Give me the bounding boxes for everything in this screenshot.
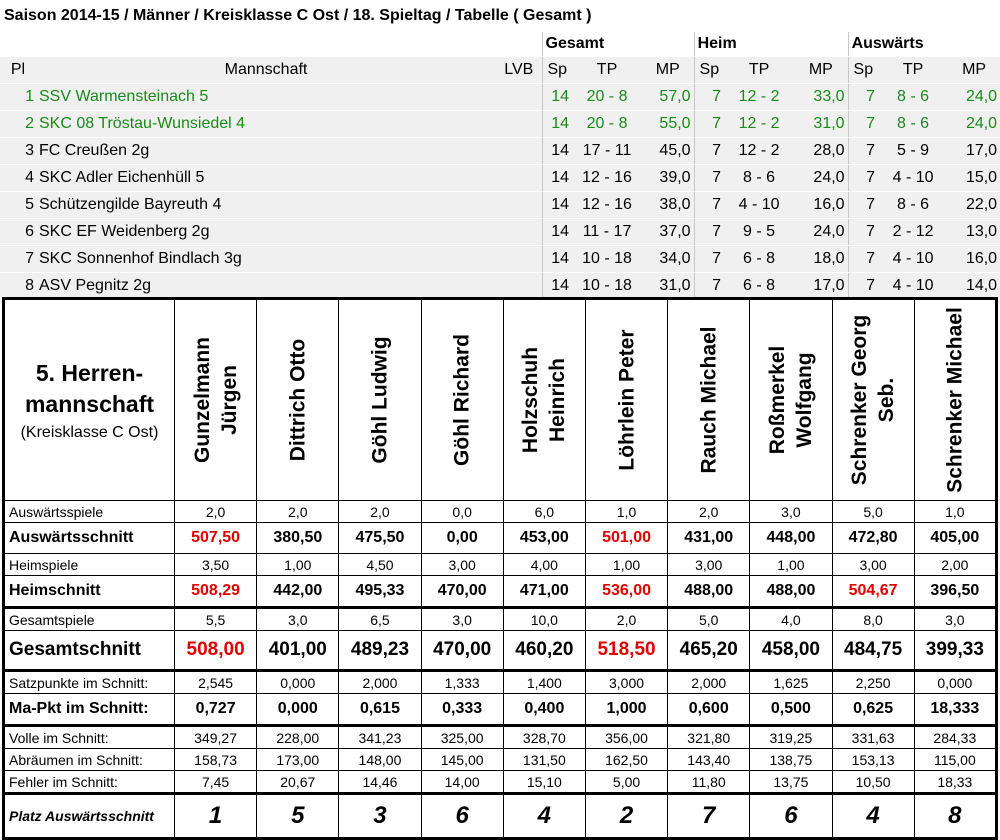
stat-value: 3,0 bbox=[257, 608, 339, 631]
cell-h_tp: 8 - 6 bbox=[724, 165, 794, 192]
stat-value: 465,20 bbox=[668, 631, 750, 671]
stat-value: 1,0 bbox=[585, 501, 667, 523]
cell-pl: 2 bbox=[0, 111, 36, 138]
league-group-row bbox=[0, 32, 1000, 57]
stat-value: 3,00 bbox=[668, 554, 750, 576]
stat-label: Gesamtschnitt bbox=[4, 631, 175, 671]
cell-team: SKC 08 Tröstau-Wunsiedel 4 bbox=[36, 111, 496, 138]
stat-value: 5 bbox=[257, 794, 339, 839]
stat-value: 0,727 bbox=[175, 694, 257, 726]
player-header bbox=[339, 299, 421, 501]
stat-label: Gesamtspiele bbox=[4, 608, 175, 631]
stat-value: 6,5 bbox=[339, 608, 421, 631]
stat-value: 0,615 bbox=[339, 694, 421, 726]
table-row bbox=[0, 246, 1000, 273]
cell-team: FC Creußen 2g bbox=[36, 138, 496, 165]
cell-h_tp: 4 - 10 bbox=[724, 192, 794, 219]
stat-value: 442,00 bbox=[257, 576, 339, 608]
cell-g_mp: 31,0 bbox=[642, 273, 694, 300]
stat-value: 1,00 bbox=[750, 554, 832, 576]
cell-g_tp: 20 - 8 bbox=[572, 111, 642, 138]
cell-h_tp: 12 - 2 bbox=[724, 84, 794, 111]
cell-g_mp: 57,0 bbox=[642, 84, 694, 111]
stat-value: 20,67 bbox=[257, 771, 339, 794]
cell-lvb bbox=[496, 219, 542, 246]
cell-g_tp: 11 - 17 bbox=[572, 219, 642, 246]
stat-value: 349,27 bbox=[175, 726, 257, 749]
player-name: Roßmerkel Wolfgang bbox=[765, 345, 816, 455]
cell-lvb bbox=[496, 111, 542, 138]
stat-value: 0,0 bbox=[421, 501, 503, 523]
stat-value: 2,0 bbox=[257, 501, 339, 523]
player-header bbox=[175, 299, 257, 501]
cell-h_mp: 28,0 bbox=[794, 138, 848, 165]
stat-value: 1 bbox=[175, 794, 257, 839]
cell-pl: 5 bbox=[0, 192, 36, 219]
stat-label: Platz Auswärtsschnitt bbox=[4, 794, 175, 839]
cell-a_tp: 4 - 10 bbox=[878, 273, 948, 300]
team-league: (Kreisklasse C Ost) bbox=[20, 424, 159, 441]
stat-value: 1,000 bbox=[585, 694, 667, 726]
player-name: Schrenker Michael bbox=[943, 307, 967, 493]
player-name: Dittrich Otto bbox=[286, 338, 310, 462]
stat-value: 4,50 bbox=[339, 554, 421, 576]
stat-value: 2,0 bbox=[175, 501, 257, 523]
stat-value: 356,00 bbox=[585, 726, 667, 749]
stat-value: 18,333 bbox=[914, 694, 996, 726]
stat-value: 3,00 bbox=[421, 554, 503, 576]
cell-pl: 3 bbox=[0, 138, 36, 165]
column-header: MP bbox=[794, 57, 848, 84]
player-header bbox=[257, 299, 339, 501]
table-row bbox=[0, 165, 1000, 192]
stat-value: 536,00 bbox=[585, 576, 667, 608]
cell-g_sp: 14 bbox=[542, 138, 572, 165]
stat-value: 3,0 bbox=[914, 608, 996, 631]
cell-h_sp: 7 bbox=[694, 273, 724, 300]
stat-label: Auswärtsschnitt bbox=[4, 523, 175, 554]
player-name: Gunzelmann Jürgen bbox=[190, 337, 241, 464]
cell-a_tp: 4 - 10 bbox=[878, 165, 948, 192]
cell-a_mp: 15,0 bbox=[948, 165, 1000, 192]
stat-row bbox=[4, 501, 997, 523]
cell-pl: 1 bbox=[0, 84, 36, 111]
stat-label: Heimspiele bbox=[4, 554, 175, 576]
stat-row bbox=[4, 631, 997, 671]
stat-value: 399,33 bbox=[914, 631, 996, 671]
cell-g_mp: 34,0 bbox=[642, 246, 694, 273]
cell-h_sp: 7 bbox=[694, 84, 724, 111]
stat-label: Auswärtsspiele bbox=[4, 501, 175, 523]
player-header bbox=[503, 299, 585, 501]
stat-value: 2 bbox=[585, 794, 667, 839]
player-name: Göhl Ludwig bbox=[368, 336, 392, 464]
stat-label: Volle im Schnitt: bbox=[4, 726, 175, 749]
stat-value: 484,75 bbox=[832, 631, 914, 671]
stat-value: 460,20 bbox=[503, 631, 585, 671]
stat-value: 321,80 bbox=[668, 726, 750, 749]
stat-value: 138,75 bbox=[750, 749, 832, 771]
stat-value: 5,5 bbox=[175, 608, 257, 631]
player-name: Rauch Michael bbox=[697, 326, 721, 474]
cell-lvb bbox=[496, 84, 542, 111]
cell-team: Schützengilde Bayreuth 4 bbox=[36, 192, 496, 219]
table-row bbox=[0, 84, 1000, 111]
stat-value: 401,00 bbox=[257, 631, 339, 671]
cell-a_tp: 5 - 9 bbox=[878, 138, 948, 165]
cell-h_sp: 7 bbox=[694, 111, 724, 138]
group-2: Auswärts bbox=[848, 32, 1000, 57]
stat-value: 501,00 bbox=[585, 523, 667, 554]
stat-value: 2,0 bbox=[585, 608, 667, 631]
stat-value: 15,10 bbox=[503, 771, 585, 794]
stat-value: 8,0 bbox=[832, 608, 914, 631]
cell-h_sp: 7 bbox=[694, 219, 724, 246]
stat-value: 471,00 bbox=[503, 576, 585, 608]
stat-value: 153,13 bbox=[832, 749, 914, 771]
stat-value: 488,00 bbox=[750, 576, 832, 608]
stat-value: 2,000 bbox=[668, 671, 750, 694]
cell-h_mp: 17,0 bbox=[794, 273, 848, 300]
stat-value: 507,50 bbox=[175, 523, 257, 554]
stat-value: 10,0 bbox=[503, 608, 585, 631]
group-0: Gesamt bbox=[542, 32, 694, 57]
stat-label: Ma-Pkt im Schnitt: bbox=[4, 694, 175, 726]
stat-value: 325,00 bbox=[421, 726, 503, 749]
stat-value: 13,75 bbox=[750, 771, 832, 794]
stat-value: 5,0 bbox=[668, 608, 750, 631]
cell-a_sp: 7 bbox=[848, 192, 878, 219]
stat-value: 4,00 bbox=[503, 554, 585, 576]
stat-row bbox=[4, 794, 997, 839]
stat-row bbox=[4, 608, 997, 631]
cell-h_mp: 24,0 bbox=[794, 219, 848, 246]
cell-h_mp: 33,0 bbox=[794, 84, 848, 111]
player-header bbox=[914, 299, 996, 501]
cell-g_mp: 39,0 bbox=[642, 165, 694, 192]
group-spacer bbox=[0, 32, 542, 57]
stat-label: Fehler im Schnitt: bbox=[4, 771, 175, 794]
stat-row bbox=[4, 771, 997, 794]
stat-value: 143,40 bbox=[668, 749, 750, 771]
cell-h_tp: 6 - 8 bbox=[724, 273, 794, 300]
cell-g_mp: 45,0 bbox=[642, 138, 694, 165]
stat-row bbox=[4, 523, 997, 554]
stat-value: 162,50 bbox=[585, 749, 667, 771]
stat-value: 3,0 bbox=[421, 608, 503, 631]
stat-value: 1,625 bbox=[750, 671, 832, 694]
stat-value: 115,00 bbox=[914, 749, 996, 771]
stat-row bbox=[4, 749, 997, 771]
stat-label: Abräumen im Schnitt: bbox=[4, 749, 175, 771]
stat-value: 145,00 bbox=[421, 749, 503, 771]
stat-value: 7 bbox=[668, 794, 750, 839]
stat-value: 2,0 bbox=[339, 501, 421, 523]
cell-h_sp: 7 bbox=[694, 138, 724, 165]
cell-team: SKC EF Weidenberg 2g bbox=[36, 219, 496, 246]
cell-a_sp: 7 bbox=[848, 246, 878, 273]
stat-value: 6 bbox=[750, 794, 832, 839]
stat-value: 3,50 bbox=[175, 554, 257, 576]
cell-h_tp: 9 - 5 bbox=[724, 219, 794, 246]
team-name: 5. Herren-mannschaft bbox=[24, 360, 155, 417]
cell-h_mp: 24,0 bbox=[794, 165, 848, 192]
stat-value: 458,00 bbox=[750, 631, 832, 671]
column-header: Sp bbox=[694, 57, 724, 84]
cell-lvb bbox=[496, 246, 542, 273]
stat-value: 11,80 bbox=[668, 771, 750, 794]
stat-value: 0,00 bbox=[421, 523, 503, 554]
stat-value: 396,50 bbox=[914, 576, 996, 608]
stat-value: 1,00 bbox=[585, 554, 667, 576]
stat-value: 131,50 bbox=[503, 749, 585, 771]
stat-row bbox=[4, 726, 997, 749]
cell-g_sp: 14 bbox=[542, 273, 572, 300]
stat-value: 2,00 bbox=[914, 554, 996, 576]
stat-row bbox=[4, 554, 997, 576]
column-header: MP bbox=[642, 57, 694, 84]
stat-value: 518,50 bbox=[585, 631, 667, 671]
cell-g_sp: 14 bbox=[542, 246, 572, 273]
column-header: Sp bbox=[848, 57, 878, 84]
cell-team: SKC Adler Eichenhüll 5 bbox=[36, 165, 496, 192]
stat-value: 1,0 bbox=[914, 501, 996, 523]
stat-label: Heimschnitt bbox=[4, 576, 175, 608]
stat-value: 284,33 bbox=[914, 726, 996, 749]
stat-value: 504,67 bbox=[832, 576, 914, 608]
stat-value: 228,00 bbox=[257, 726, 339, 749]
stat-value: 18,33 bbox=[914, 771, 996, 794]
stat-value: 470,00 bbox=[421, 631, 503, 671]
cell-a_tp: 4 - 10 bbox=[878, 246, 948, 273]
cell-a_sp: 7 bbox=[848, 165, 878, 192]
player-header bbox=[421, 299, 503, 501]
cell-a_tp: 8 - 6 bbox=[878, 192, 948, 219]
player-name: Göhl Richard bbox=[450, 334, 474, 466]
cell-team: SSV Warmensteinach 5 bbox=[36, 84, 496, 111]
stat-value: 3,000 bbox=[585, 671, 667, 694]
stat-value: 4,0 bbox=[750, 608, 832, 631]
cell-g_tp: 10 - 18 bbox=[572, 273, 642, 300]
stat-value: 0,333 bbox=[421, 694, 503, 726]
column-header: Mannschaft bbox=[36, 57, 496, 84]
stat-value: 0,000 bbox=[257, 671, 339, 694]
cell-g_mp: 55,0 bbox=[642, 111, 694, 138]
stat-value: 14,46 bbox=[339, 771, 421, 794]
cell-h_sp: 7 bbox=[694, 192, 724, 219]
player-header bbox=[750, 299, 832, 501]
stat-value: 0,400 bbox=[503, 694, 585, 726]
cell-h_mp: 16,0 bbox=[794, 192, 848, 219]
stat-value: 1,333 bbox=[421, 671, 503, 694]
table-row bbox=[0, 219, 1000, 246]
cell-a_mp: 17,0 bbox=[948, 138, 1000, 165]
stat-value: 8 bbox=[914, 794, 996, 839]
table-row bbox=[0, 192, 1000, 219]
stat-value: 328,70 bbox=[503, 726, 585, 749]
cell-lvb bbox=[496, 165, 542, 192]
cell-g_sp: 14 bbox=[542, 219, 572, 246]
cell-lvb bbox=[496, 192, 542, 219]
cell-g_sp: 14 bbox=[542, 192, 572, 219]
stat-row bbox=[4, 694, 997, 726]
stat-value: 14,00 bbox=[421, 771, 503, 794]
cell-a_mp: 24,0 bbox=[948, 84, 1000, 111]
stat-value: 3 bbox=[339, 794, 421, 839]
player-header bbox=[668, 299, 750, 501]
stat-value: 0,000 bbox=[257, 694, 339, 726]
cell-a_mp: 14,0 bbox=[948, 273, 1000, 300]
league-table bbox=[0, 32, 1000, 300]
cell-g_tp: 20 - 8 bbox=[572, 84, 642, 111]
column-header: TP bbox=[724, 57, 794, 84]
cell-pl: 4 bbox=[0, 165, 36, 192]
cell-a_sp: 7 bbox=[848, 273, 878, 300]
stat-value: 10,50 bbox=[832, 771, 914, 794]
cell-g_sp: 14 bbox=[542, 111, 572, 138]
player-header bbox=[585, 299, 667, 501]
cell-h_mp: 31,0 bbox=[794, 111, 848, 138]
table-row bbox=[0, 138, 1000, 165]
cell-a_sp: 7 bbox=[848, 84, 878, 111]
cell-a_sp: 7 bbox=[848, 219, 878, 246]
stat-value: 0,625 bbox=[832, 694, 914, 726]
column-header: MP bbox=[948, 57, 1000, 84]
stat-value: 508,29 bbox=[175, 576, 257, 608]
stat-value: 341,23 bbox=[339, 726, 421, 749]
cell-team: ASV Pegnitz 2g bbox=[36, 273, 496, 300]
cell-g_mp: 37,0 bbox=[642, 219, 694, 246]
cell-h_tp: 6 - 8 bbox=[724, 246, 794, 273]
stat-value: 453,00 bbox=[503, 523, 585, 554]
stat-value: 488,00 bbox=[668, 576, 750, 608]
column-header: LVB bbox=[496, 57, 542, 84]
stat-value: 4 bbox=[503, 794, 585, 839]
stats-header-row bbox=[4, 299, 997, 501]
column-header: TP bbox=[878, 57, 948, 84]
cell-a_mp: 13,0 bbox=[948, 219, 1000, 246]
stat-value: 495,33 bbox=[339, 576, 421, 608]
cell-lvb bbox=[496, 273, 542, 300]
stat-value: 173,00 bbox=[257, 749, 339, 771]
stat-value: 3,00 bbox=[832, 554, 914, 576]
stat-value: 1,00 bbox=[257, 554, 339, 576]
column-header: Pl bbox=[0, 57, 36, 84]
stat-value: 380,50 bbox=[257, 523, 339, 554]
stat-value: 475,50 bbox=[339, 523, 421, 554]
stat-value: 431,00 bbox=[668, 523, 750, 554]
cell-a_tp: 2 - 12 bbox=[878, 219, 948, 246]
stat-label: Satzpunkte im Schnitt: bbox=[4, 671, 175, 694]
team-cell bbox=[4, 299, 175, 501]
stat-value: 0,500 bbox=[750, 694, 832, 726]
cell-a_sp: 7 bbox=[848, 138, 878, 165]
stat-value: 7,45 bbox=[175, 771, 257, 794]
player-header bbox=[832, 299, 914, 501]
player-name: Holzschuh Heinrich bbox=[519, 346, 570, 454]
stat-value: 5,00 bbox=[585, 771, 667, 794]
stat-row bbox=[4, 671, 997, 694]
cell-g_sp: 14 bbox=[542, 165, 572, 192]
cell-g_tp: 10 - 18 bbox=[572, 246, 642, 273]
cell-a_tp: 8 - 6 bbox=[878, 84, 948, 111]
table-row bbox=[0, 273, 1000, 300]
cell-g_tp: 12 - 16 bbox=[572, 192, 642, 219]
cell-g_mp: 38,0 bbox=[642, 192, 694, 219]
stat-value: 4 bbox=[832, 794, 914, 839]
cell-a_mp: 22,0 bbox=[948, 192, 1000, 219]
cell-lvb bbox=[496, 138, 542, 165]
stat-value: 0,000 bbox=[914, 671, 996, 694]
stat-value: 448,00 bbox=[750, 523, 832, 554]
player-name: Schrenker Georg Seb. bbox=[848, 314, 899, 486]
page-title: Saison 2014-15 / Männer / Kreisklasse C Ost / 18. Spieltag / Tabelle ( Gesamt ) bbox=[4, 7, 592, 24]
stat-value: 508,00 bbox=[175, 631, 257, 671]
cell-h_sp: 7 bbox=[694, 165, 724, 192]
group-1: Heim bbox=[694, 32, 848, 57]
cell-a_sp: 7 bbox=[848, 111, 878, 138]
stat-value: 405,00 bbox=[914, 523, 996, 554]
cell-g_tp: 17 - 11 bbox=[572, 138, 642, 165]
stat-value: 472,80 bbox=[832, 523, 914, 554]
stat-row bbox=[4, 576, 997, 608]
stat-value: 331,63 bbox=[832, 726, 914, 749]
stat-value: 2,000 bbox=[339, 671, 421, 694]
column-header: TP bbox=[572, 57, 642, 84]
stat-value: 470,00 bbox=[421, 576, 503, 608]
stat-value: 489,23 bbox=[339, 631, 421, 671]
column-header: Sp bbox=[542, 57, 572, 84]
stat-value: 158,73 bbox=[175, 749, 257, 771]
stat-value: 2,545 bbox=[175, 671, 257, 694]
stat-value: 148,00 bbox=[339, 749, 421, 771]
cell-team: SKC Sonnenhof Bindlach 3g bbox=[36, 246, 496, 273]
cell-pl: 7 bbox=[0, 246, 36, 273]
stat-value: 5,0 bbox=[832, 501, 914, 523]
stat-value: 6 bbox=[421, 794, 503, 839]
stat-value: 1,400 bbox=[503, 671, 585, 694]
stat-value: 2,250 bbox=[832, 671, 914, 694]
stat-value: 3,0 bbox=[750, 501, 832, 523]
cell-g_sp: 14 bbox=[542, 84, 572, 111]
cell-a_mp: 16,0 bbox=[948, 246, 1000, 273]
table-row bbox=[0, 111, 1000, 138]
league-header-row bbox=[0, 57, 1000, 84]
cell-a_mp: 24,0 bbox=[948, 111, 1000, 138]
cell-pl: 8 bbox=[0, 273, 36, 300]
stat-value: 0,600 bbox=[668, 694, 750, 726]
cell-g_tp: 12 - 16 bbox=[572, 165, 642, 192]
cell-h_mp: 18,0 bbox=[794, 246, 848, 273]
cell-h_tp: 12 - 2 bbox=[724, 111, 794, 138]
stat-value: 6,0 bbox=[503, 501, 585, 523]
stat-value: 319,25 bbox=[750, 726, 832, 749]
cell-h_sp: 7 bbox=[694, 246, 724, 273]
player-name: Löhrlein Peter bbox=[615, 329, 639, 471]
player-stats-table bbox=[2, 297, 998, 840]
stat-value: 2,0 bbox=[668, 501, 750, 523]
cell-pl: 6 bbox=[0, 219, 36, 246]
cell-h_tp: 12 - 2 bbox=[724, 138, 794, 165]
cell-a_tp: 8 - 6 bbox=[878, 111, 948, 138]
